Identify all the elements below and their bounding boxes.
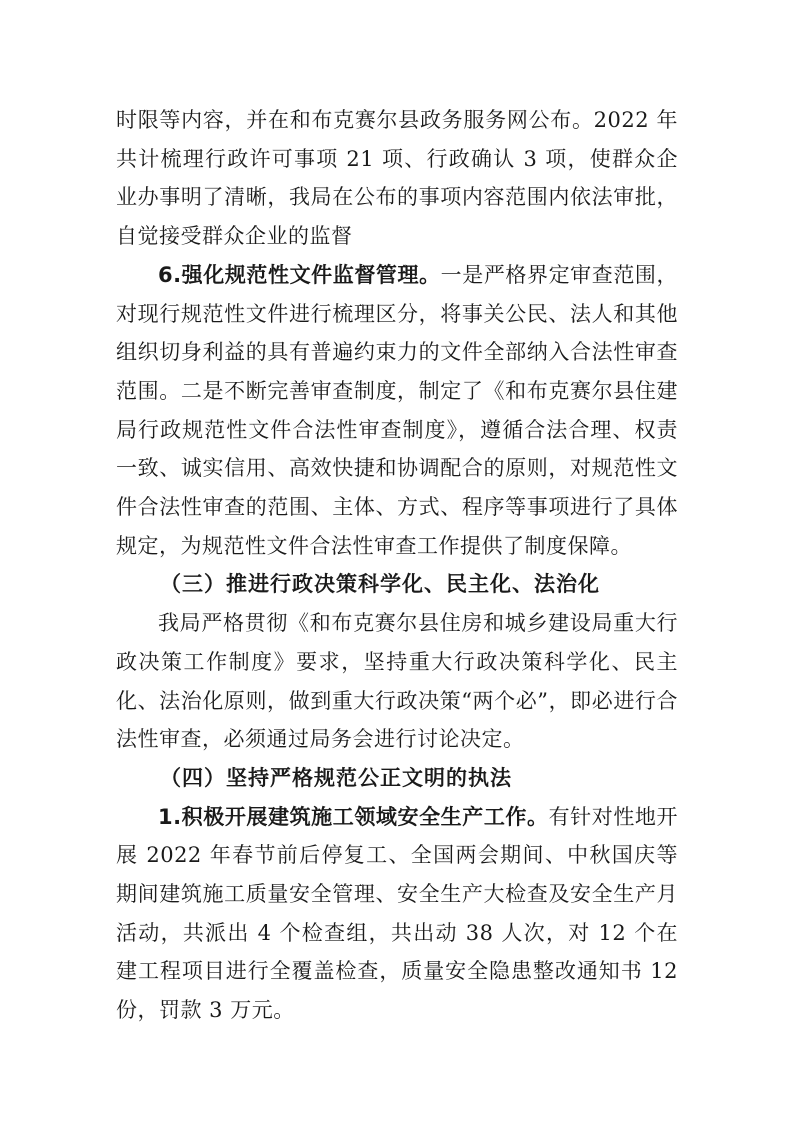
item-6-body: 一是严格界定审查范围，对现行规范性文件进行梳理区分，将事关公民、法人和其他组织切身利益的具有普遍约束力的文件全部纳入合法性审查范围。二是不断完善审查制度，制定了《和布克赛尔县住建局行政规范性文件合法性审查制度》，遵循合法合理、权责一致、诚实信用、高效快捷和协调配合的原则，对规范性文件合法性审查的范围、主体、方式、程序等事项进行了具体规定，为规范性文件合法性审查工作提供了制度保障。 xyxy=(116,262,678,558)
section-3-heading: （三）推进行政决策科学化、民主化、法治化 xyxy=(160,572,600,597)
paragraph-section-3: 我局严格贯彻《和布克赛尔县住房和城乡建设局重大行政决策工作制度》要求，坚持重大行政决策科学化、民主化、法治化原则，做到重大行政决策“两个必”，即必进行合法性审查，必须通过局务会进行讨论决定。 xyxy=(116,611,678,752)
section-4-item-1-body: 有针对性地开展 2022 年春节前后停复工、全国两会期间、中秋国庆等期间建筑施工质量安全管理、安全生产大检查及安全生产月活动，共派出 4 个检查组，共出动 38 人次，对 12 个在建工程项目进行全覆盖检查，质量安全隐患整改通知书 12 份，罚款 3 万元。 xyxy=(116,804,679,1023)
paragraph-continuation: 时限等内容，并在和布克赛尔县政务服务网公布。2022 年共计梳理行政许可事项 21 项、行政确认 3 项，使群众企业办事明了清晰，我局在公布的事项内容范围内依法审批，自觉接受群众企业的监督 xyxy=(116,108,678,249)
section-4-item-1-lead: 1.积极开展建筑施工领域安全生产工作。 xyxy=(158,804,549,829)
paragraph-item-6 xyxy=(116,256,678,566)
document-body xyxy=(116,101,678,1030)
section-4-heading: （四）坚持严格规范公正文明的执法 xyxy=(160,765,512,790)
item-6-lead: 6.强化规范性文件监督管理。 xyxy=(158,262,441,287)
paragraph-section-4-item-1 xyxy=(116,798,678,1030)
